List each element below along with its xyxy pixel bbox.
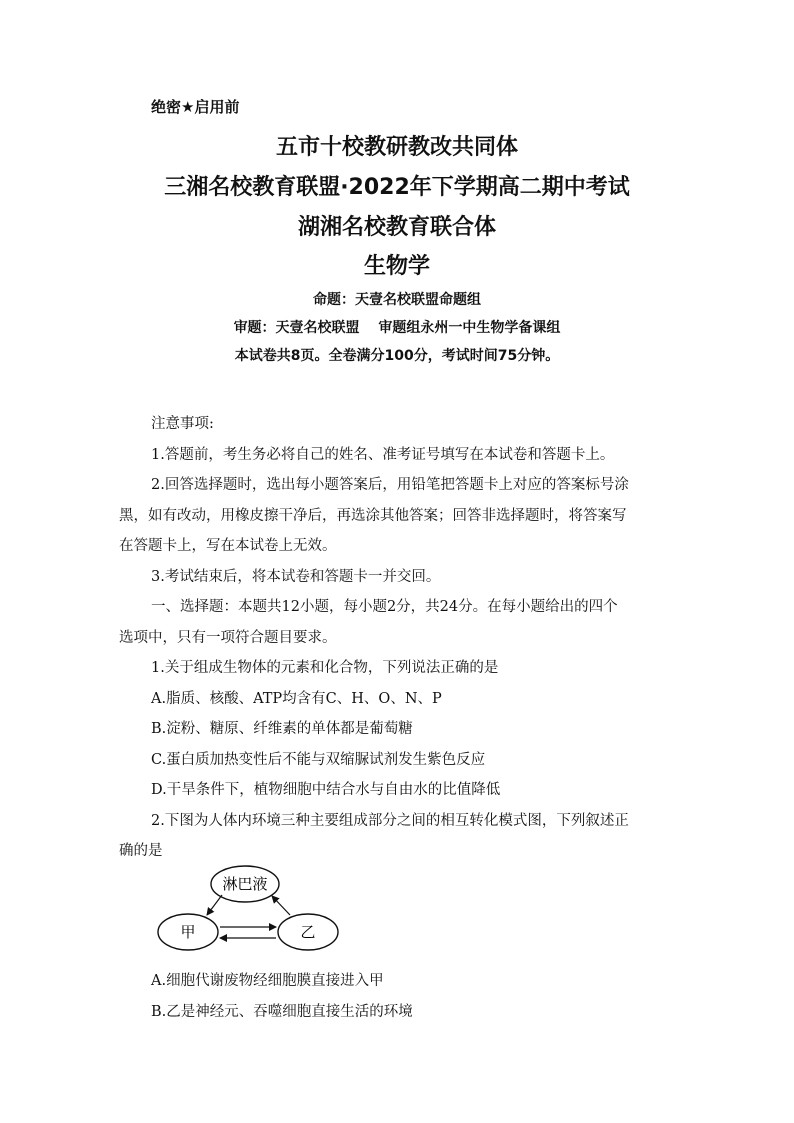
notice-item-2-line-1: 2.回答选择题时，选出每小题答案后，用铅笔把答题卡上对应的答案标号涂 [151,477,629,493]
question-1-option-c: C.蛋白质加热变性后不能与双缩脲试剂发生紫色反应 [151,751,486,768]
question-2-options [151,966,413,1027]
exam-body [119,409,675,867]
secret-label: 绝密★启用前 [151,98,240,116]
reviewer-line: 审题：天壹名校联盟 审题组永州一中生物学备课组 [233,320,561,336]
section-1-line-2: 选项中，只有一项符合题目要求。 [119,629,337,646]
question-2-stem-line-2: 确的是 [119,843,163,859]
question-1-stem: 1.关于组成生物体的元素和化合物，下列说法正确的是 [151,660,499,676]
section-1-line-1: 一、选择题：本题共12小题，每小题2分，共24分。在每小题给出的四个 [151,599,618,615]
question-2-option-b: B.乙是神经元、吞噬细胞直接生活的环境 [151,1003,413,1020]
author-line: 命题：天壹名校联盟命题组 [313,292,481,308]
notice-item-1: 1.答题前，考生务必将自己的姓名、准考证号填写在本试卷和答题卡上。 [151,446,615,463]
title-block [0,128,794,370]
arrow-lymph-to-jia [207,895,222,915]
arrow-yi-to-lymph [272,896,290,915]
node-yi-label: 乙 [300,923,316,941]
body-fluid-diagram [150,860,350,960]
question-1-option-b: B.淀粉、糖原、纤维素的单体都是葡萄糖 [151,721,413,737]
question-2-stem-line-1: 2.下图为人体内环境三种主要组成部分之间的相互转化模式图，下列叙述正 [151,812,629,829]
title-line-1: 五市十校教研教改共同体 [275,135,518,160]
title-line-3: 湖湘名校教育联合体 [297,215,496,240]
diagram-svg [150,860,350,960]
node-lymph-label: 淋巴液 [222,875,268,893]
notice-item-2-line-2: 黑，如有改动，用橡皮擦干净后，再选涂其他答案；回答非选择题时，将答案写 [119,507,627,524]
notice-heading: 注意事项: [151,416,214,432]
notice-item-3: 3.考试结束后，将本试卷和答题卡一并交回。 [151,568,441,585]
question-1-option-a: A.脂质、核酸、ATP均含有C、H、O、N、P [151,690,442,707]
question-2-option-a: A.细胞代谢废物经细胞膜直接进入甲 [151,973,384,989]
title-line-2: 三湘名校教育联盟·2022年下学期高二期中考试 [164,175,630,200]
exam-info-line: 本试卷共8页。全卷满分100分，考试时间75分钟。 [234,348,560,364]
subject-title: 生物学 [363,254,430,279]
node-jia-label: 甲 [180,923,196,941]
notice-item-2-line-3: 在答题卡上，写在本试卷上无效。 [119,538,337,554]
question-1-option-d: D.干旱条件下，植物细胞中结合水与自由水的比值降低 [151,782,501,798]
